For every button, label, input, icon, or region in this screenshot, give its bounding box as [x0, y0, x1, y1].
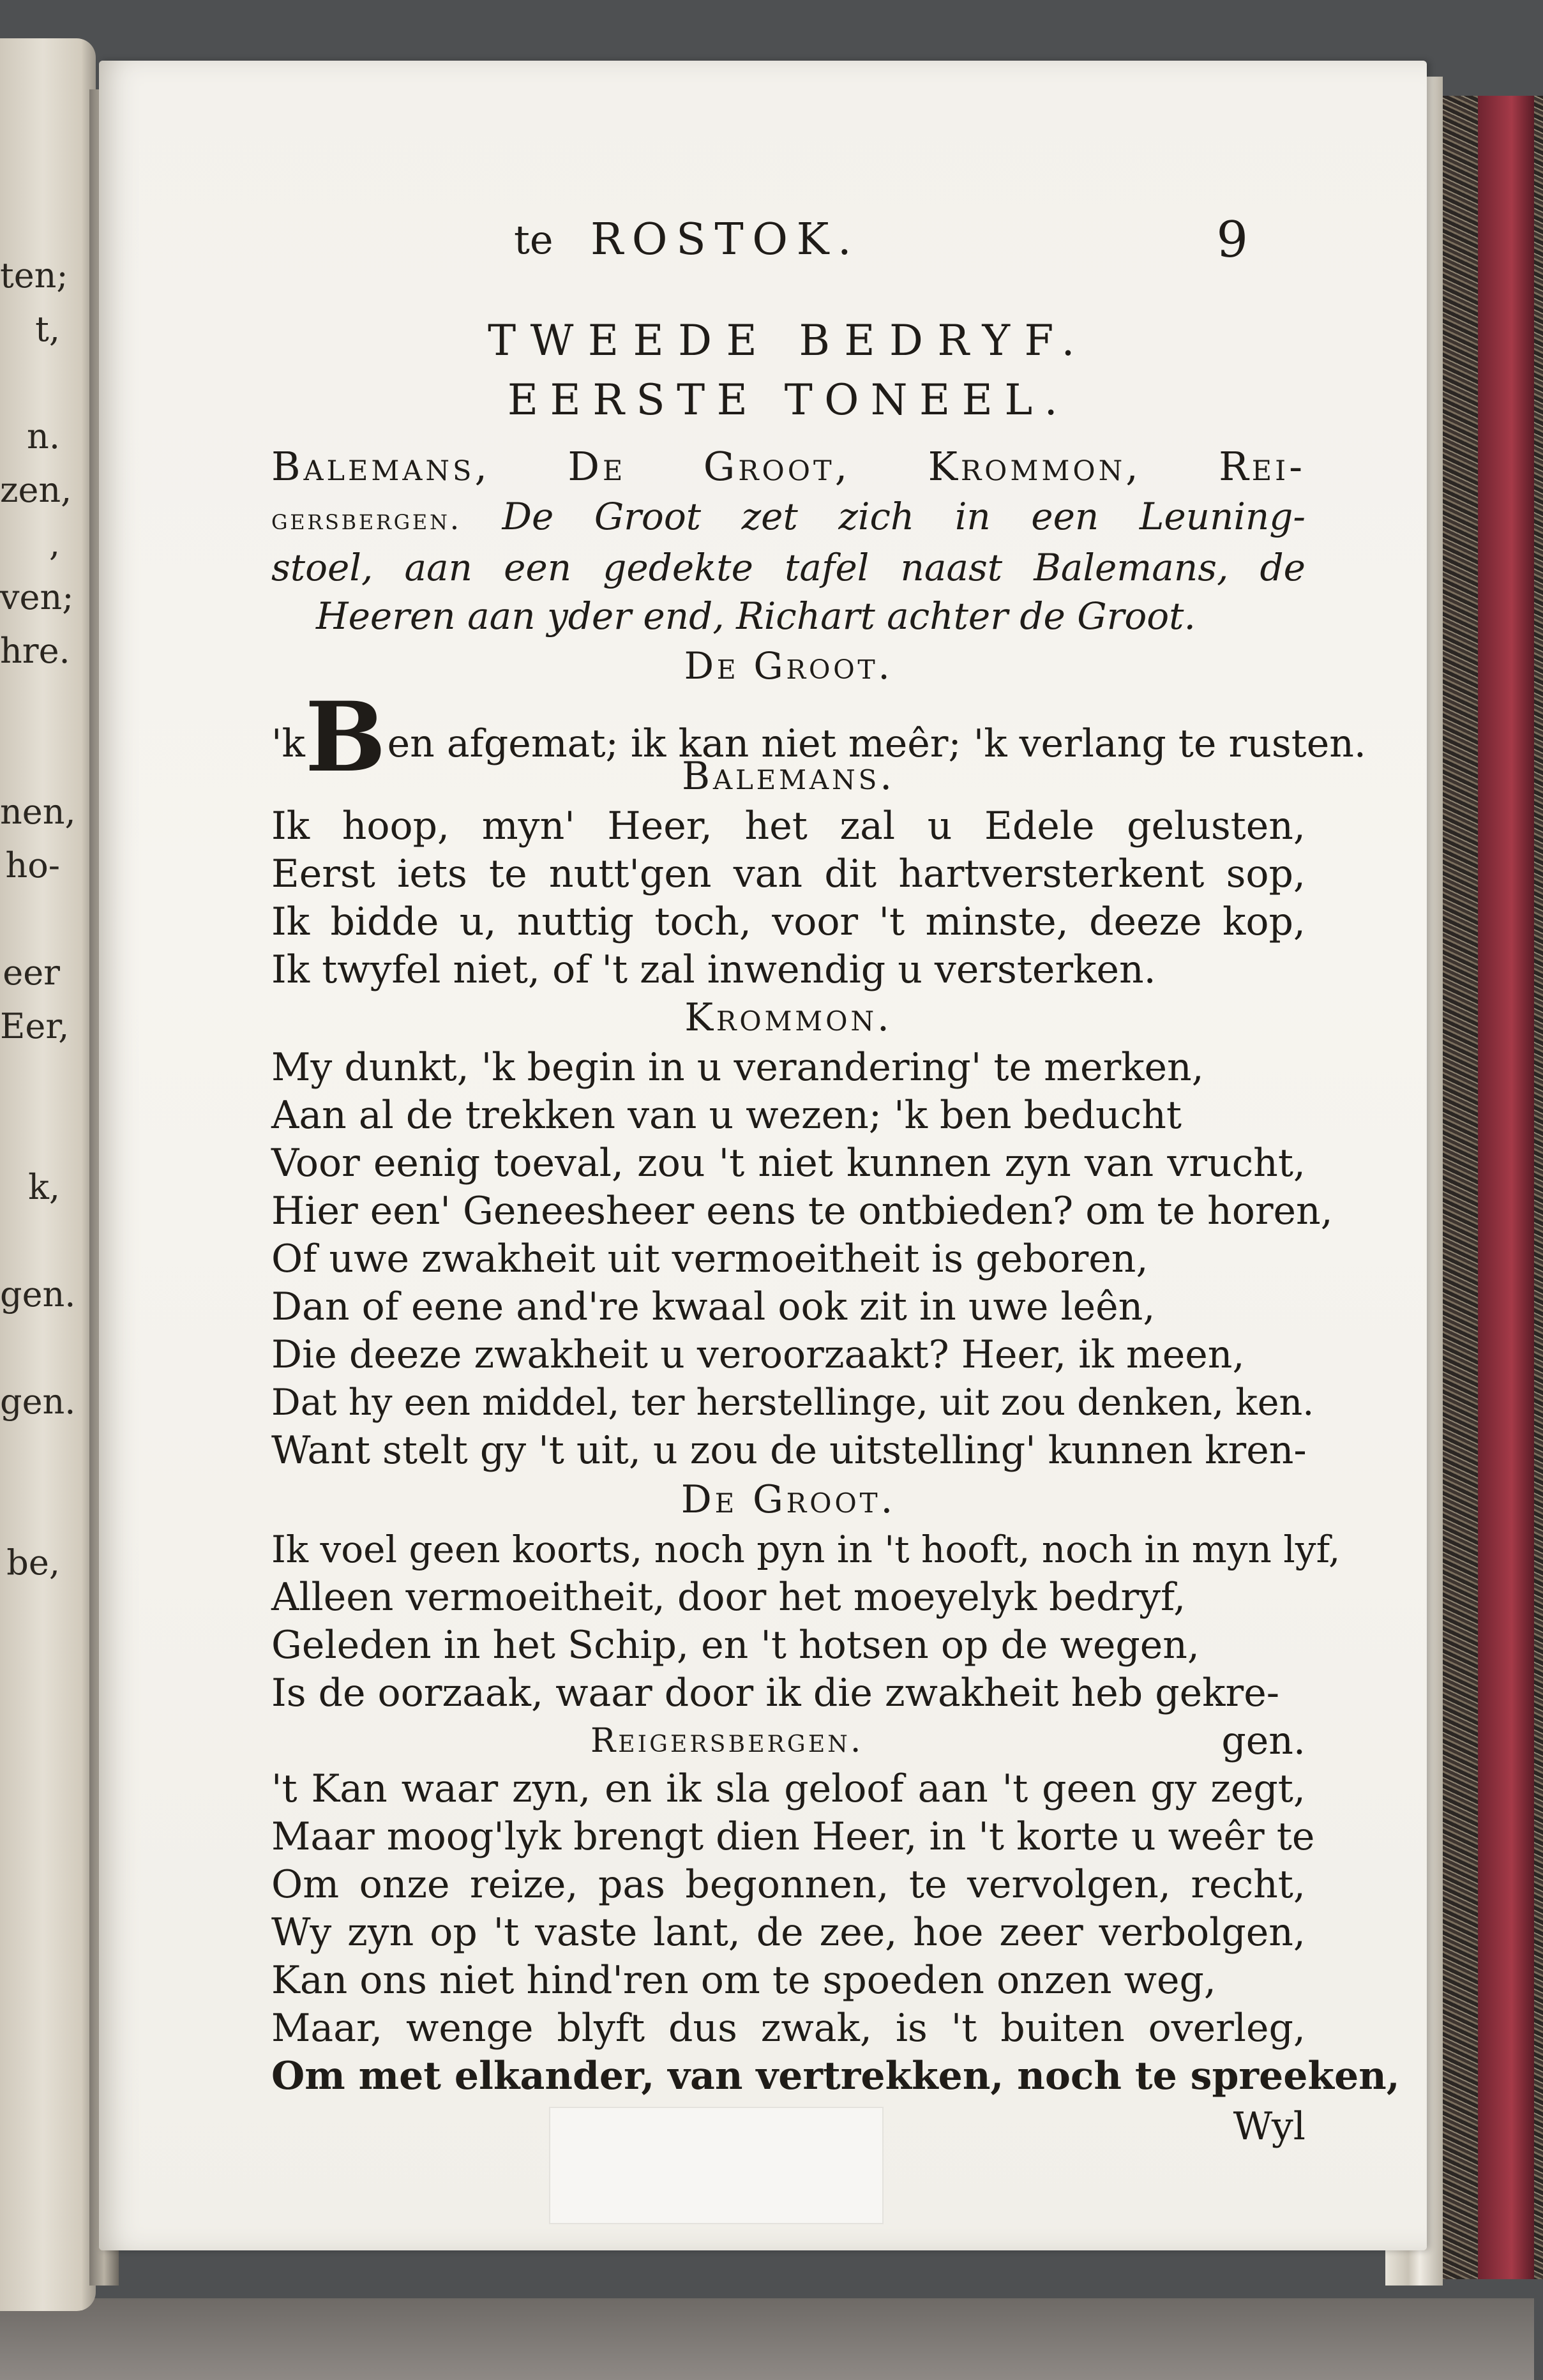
verse-line: 't Kan waar zyn, en ik sla geloof aan 't geen gy zegt, — [271, 1766, 1306, 1811]
left-page-fragment — [0, 1482, 60, 1536]
left-page-fragment — [0, 1107, 60, 1161]
verse-line: Ik twyfel niet, of 't zal inwendig u versterken. — [271, 947, 1156, 992]
stage-direction-line-1: Balemans, De Groot, Krommon, Rei- — [271, 443, 1306, 490]
verse-line: Dat hy een middel, ter herstellinge, uit zou denken, ken. — [271, 1382, 1314, 1424]
left-page-fragment: k, — [28, 1167, 60, 1207]
verse-line: Om met elkander, van vertrekken, noch te spreeken, — [271, 2054, 1400, 2098]
left-page-fragment: t, — [35, 309, 60, 349]
paper-slip — [549, 2107, 884, 2224]
verse-line: Om onze reize, pas begonnen, te vervolgen, recht, — [271, 1862, 1306, 1907]
left-page-fragment — [0, 1322, 60, 1375]
stage-direction-line-3: stoel, aan een gedekte tafel naast Balemans, de — [271, 546, 1306, 589]
left-page — [0, 38, 96, 2311]
verse-line: Is de oorzaak, waar door ik die zwakheit heb gekre- — [271, 1671, 1279, 1715]
verse-line: Voor eenig toeval, zou 't niet kunnen zyn van vrucht, — [271, 1141, 1306, 1186]
verse-line: Of uwe zwakheit uit vermoeitheit is geboren, — [271, 1237, 1148, 1281]
verse-line: Maar, wenge blyft dus zwak, is 't buiten overleg, — [271, 2006, 1306, 2051]
act-title: TWEEDE BEDRYF. — [488, 316, 1089, 365]
left-page-fragment — [0, 678, 60, 732]
catchword: Wyl — [1233, 2104, 1306, 2149]
verse-line: Eerst iets te nutt'gen van dit hartversterkent sop, — [271, 852, 1306, 896]
stage-direction-italic: De Groot zet zich in een Leuning- — [502, 495, 1306, 538]
left-page-fragment: ven; — [0, 577, 74, 617]
verse-line: Want stelt gy 't uit, u zou de uitstelling' kunnen kren- — [271, 1428, 1307, 1473]
running-title-prefix: te — [514, 216, 553, 263]
speaker-de-groot-2: De Groot. — [681, 1477, 896, 1522]
left-page-fragment: nen, — [0, 792, 76, 832]
scene-title: EERSTE TONEEL. — [507, 375, 1070, 425]
left-page-fragment: ho- — [5, 845, 60, 885]
speaker-krommon: Krommon. — [684, 995, 892, 1040]
page-number: 9 — [1216, 211, 1248, 269]
left-page-fragment: be, — [6, 1542, 60, 1583]
left-page-fragment — [0, 1429, 60, 1482]
left-page-fragment: gen. — [0, 1382, 76, 1422]
verse-line: Dan of eene and're kwaal ook zit in uwe leên, — [271, 1284, 1155, 1329]
stage-direction-line-4: Heeren aan yder end, Richart achter de Groot. — [316, 594, 1196, 638]
left-page-fragment: zen, — [0, 470, 72, 510]
verse-line: Wy zyn op 't vaste lant, de zee, hoe zeer verbolgen, — [271, 1910, 1306, 1955]
left-page-fragment: , — [49, 523, 60, 564]
verse-line: Aan al de trekken van u wezen; 'k ben beducht — [271, 1093, 1182, 1138]
running-title: ROSTOK. — [591, 215, 861, 265]
left-page-fragment — [0, 732, 60, 785]
left-page-fragments — [0, 249, 96, 1590]
stage-direction-roman: gersbergen. — [271, 502, 462, 536]
bottom-book-cover — [0, 2298, 1534, 2380]
verse-line: Ik hoop, myn' Heer, het zal u Edele gelusten, — [271, 804, 1306, 848]
verse-line: Ik bidde u, nuttig toch, voor 't minste, deeze kop, — [271, 900, 1306, 944]
left-page-fragment: Eer, — [0, 1006, 70, 1046]
left-page-fragment: gen. — [0, 1274, 76, 1314]
verse-prefix: 'k — [271, 721, 305, 766]
left-page-fragment: eer — [3, 953, 60, 993]
verse-line: Maar moog'lyk brengt dien Heer, in 't korte u weêr te — [271, 1814, 1315, 1859]
left-page-fragment — [0, 356, 60, 410]
drop-cap: B — [305, 681, 386, 794]
verse-line: Ik voel geen koorts, noch pyn in 't hooft, noch in myn lyf, — [271, 1528, 1341, 1571]
verse-line: Kan ons niet hind'ren om te spoeden onzen weg, — [271, 1958, 1216, 2003]
verse-line: Geleden in het Schip, en 't hotsen op de wegen, — [271, 1623, 1200, 1668]
left-page-fragment: hre. — [0, 631, 70, 671]
verse-line: Hier een' Geneesheer eens te ontbieden? om te horen, — [271, 1189, 1333, 1233]
left-page-fragment — [0, 1214, 60, 1268]
speaker-de-groot-1: De Groot. — [684, 644, 893, 688]
cover-binding-edge — [1478, 96, 1534, 2279]
turnover-word: gen. — [1221, 1719, 1306, 1763]
right-page — [99, 61, 1427, 2250]
stage-direction-line-2 — [271, 493, 1306, 542]
verse-line: Die deeze zwakheit u veroorzaakt? Heer, ik meen, — [271, 1332, 1245, 1377]
speaker-balemans: Balemans. — [681, 754, 896, 799]
speaker-reigersbergen: Reigersbergen. — [591, 1722, 864, 1760]
verse-line: Alleen vermoeitheit, door het moeyelyk bedryf, — [271, 1575, 1186, 1620]
left-page-fragment: ten; — [0, 255, 68, 296]
verse-line: My dunkt, 'k begin in u verandering' te merken, — [271, 1045, 1204, 1090]
left-page-fragment — [0, 1053, 60, 1107]
verse-rest: en afgemat; ik kan niet meêr; 'k verlang te rusten. — [387, 721, 1366, 766]
left-page-fragment: n. — [27, 416, 60, 456]
left-page-fragment — [0, 892, 60, 946]
